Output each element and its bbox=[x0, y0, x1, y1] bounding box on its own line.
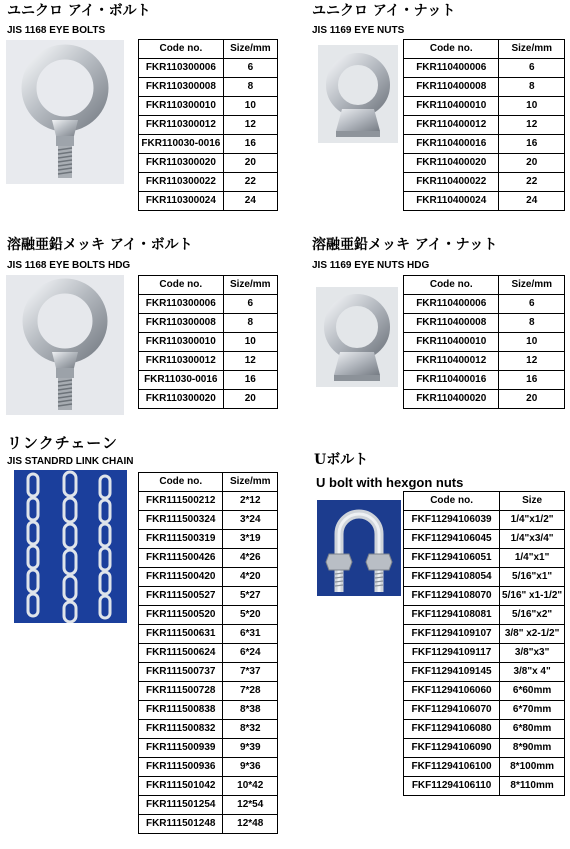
size-cell: 5/16"x1" bbox=[500, 568, 565, 587]
table-row bbox=[139, 739, 278, 758]
u-bolt-title-en: U bolt with hexgon nuts bbox=[316, 475, 464, 490]
table-header-row bbox=[139, 40, 278, 59]
table-row bbox=[139, 549, 278, 568]
code-cell: FKR111500420 bbox=[139, 568, 223, 587]
code-cell: FKR110300020 bbox=[139, 154, 224, 173]
code-cell: FKF11294109107 bbox=[404, 625, 500, 644]
code-cell: FKR110400024 bbox=[404, 192, 499, 211]
code-cell: FKR111500426 bbox=[139, 549, 223, 568]
table-row bbox=[404, 371, 565, 390]
size-cell: 16 bbox=[223, 135, 277, 154]
table-row bbox=[404, 97, 565, 116]
table-row bbox=[404, 720, 565, 739]
code-cell: FKR110400012 bbox=[404, 116, 499, 135]
size-cell: 10*42 bbox=[223, 777, 278, 796]
eye-nut-photo bbox=[318, 45, 398, 143]
eye-bolts-hdg-title-jp: 溶融亜鉛メッキ アイ・ボルト bbox=[7, 237, 193, 253]
column-header: Code no. bbox=[139, 473, 223, 492]
table-row bbox=[404, 154, 565, 173]
table-header-row bbox=[139, 276, 278, 295]
size-cell: 20 bbox=[499, 390, 565, 409]
code-cell: FKR110400016 bbox=[404, 371, 499, 390]
size-cell: 6*31 bbox=[223, 625, 278, 644]
size-cell: 10 bbox=[223, 333, 277, 352]
table-row bbox=[404, 758, 565, 777]
u-bolt-photo bbox=[317, 500, 401, 596]
eye-bolts-title-en: JIS 1168 EYE BOLTS bbox=[7, 25, 106, 36]
table-row bbox=[404, 625, 565, 644]
code-cell: FKR110400012 bbox=[404, 352, 499, 371]
size-cell: 6 bbox=[499, 295, 565, 314]
code-cell: FKR111500838 bbox=[139, 701, 223, 720]
column-header: Code no. bbox=[139, 40, 224, 59]
code-cell: FKF11294109117 bbox=[404, 644, 500, 663]
code-cell: FKF11294106039 bbox=[404, 511, 500, 530]
code-cell: FKR11030-0016 bbox=[139, 371, 224, 390]
code-cell: FKF11294108054 bbox=[404, 568, 500, 587]
table-row bbox=[404, 135, 565, 154]
code-cell: FKR111501248 bbox=[139, 815, 223, 834]
eye-nuts-hdg-table bbox=[403, 275, 565, 409]
size-cell: 8 bbox=[223, 78, 277, 97]
column-header: Size/mm bbox=[223, 40, 277, 59]
size-cell: 20 bbox=[499, 154, 565, 173]
code-cell: FKR110300006 bbox=[139, 59, 224, 78]
size-cell: 1/4"x3/4" bbox=[500, 530, 565, 549]
table-row bbox=[139, 682, 278, 701]
table-row bbox=[139, 59, 278, 78]
code-cell: FKR110400020 bbox=[404, 390, 499, 409]
size-cell: 12*54 bbox=[223, 796, 278, 815]
table-row bbox=[404, 663, 565, 682]
table-row bbox=[404, 739, 565, 758]
table-row bbox=[404, 682, 565, 701]
table-header-row bbox=[404, 40, 565, 59]
size-cell: 6 bbox=[223, 59, 277, 78]
code-cell: FKR110400010 bbox=[404, 97, 499, 116]
code-cell: FKR110300006 bbox=[139, 295, 224, 314]
table-row bbox=[139, 530, 278, 549]
column-header: Code no. bbox=[404, 40, 499, 59]
size-cell: 5/16"x2" bbox=[500, 606, 565, 625]
eye-bolt-photo bbox=[6, 40, 124, 184]
table-row bbox=[139, 625, 278, 644]
size-cell: 9*36 bbox=[223, 758, 278, 777]
code-cell: FKR111500631 bbox=[139, 625, 223, 644]
code-cell: FKR111500324 bbox=[139, 511, 223, 530]
table-row bbox=[404, 606, 565, 625]
code-cell: FKR110400016 bbox=[404, 135, 499, 154]
size-cell: 8 bbox=[499, 78, 565, 97]
table-row bbox=[139, 116, 278, 135]
size-cell: 12 bbox=[499, 116, 565, 135]
column-header: Size/mm bbox=[499, 40, 565, 59]
table-row bbox=[139, 758, 278, 777]
size-cell: 8*32 bbox=[223, 720, 278, 739]
code-cell: FKR110300008 bbox=[139, 78, 224, 97]
size-cell: 12 bbox=[223, 352, 277, 371]
code-cell: FKR111501042 bbox=[139, 777, 223, 796]
size-cell: 8*90mm bbox=[500, 739, 565, 758]
table-row bbox=[139, 720, 278, 739]
code-cell: FKR110400008 bbox=[404, 78, 499, 97]
table-row bbox=[139, 606, 278, 625]
code-cell: FKR110300020 bbox=[139, 390, 224, 409]
eye-nuts-title-jp: ユニクロ アイ・ナット bbox=[312, 3, 456, 19]
column-header: Size/mm bbox=[223, 473, 278, 492]
code-cell: FKF11294106090 bbox=[404, 739, 500, 758]
eye-nuts-table bbox=[403, 39, 565, 211]
code-cell: FKR110300012 bbox=[139, 116, 224, 135]
eye-bolts-hdg-title-en: JIS 1168 EYE BOLTS HDG bbox=[7, 260, 131, 271]
table-row bbox=[404, 390, 565, 409]
code-cell: FKF11294109145 bbox=[404, 663, 500, 682]
code-cell: FKR110400006 bbox=[404, 295, 499, 314]
code-cell: FKR111500939 bbox=[139, 739, 223, 758]
code-cell: FKR110300022 bbox=[139, 173, 224, 192]
size-cell: 6 bbox=[223, 295, 277, 314]
table-row bbox=[404, 549, 565, 568]
column-header: Code no. bbox=[139, 276, 224, 295]
code-cell: FKR111500212 bbox=[139, 492, 223, 511]
code-cell: FKR111500936 bbox=[139, 758, 223, 777]
size-cell: 5*20 bbox=[223, 606, 278, 625]
code-cell: FKR110400008 bbox=[404, 314, 499, 333]
code-cell: FKR111500832 bbox=[139, 720, 223, 739]
code-cell: FKR110300008 bbox=[139, 314, 224, 333]
code-cell: FKR110300012 bbox=[139, 352, 224, 371]
table-row bbox=[404, 116, 565, 135]
size-cell: 4*20 bbox=[223, 568, 278, 587]
code-cell: FKR110300010 bbox=[139, 333, 224, 352]
code-cell: FKF11294106070 bbox=[404, 701, 500, 720]
code-cell: FKR111500737 bbox=[139, 663, 223, 682]
table-row bbox=[139, 78, 278, 97]
table-row bbox=[404, 59, 565, 78]
size-cell: 8 bbox=[499, 314, 565, 333]
table-row bbox=[139, 352, 278, 371]
table-row bbox=[139, 492, 278, 511]
code-cell: FKR110400006 bbox=[404, 59, 499, 78]
code-cell: FKF11294106060 bbox=[404, 682, 500, 701]
size-cell: 10 bbox=[223, 97, 277, 116]
table-row bbox=[404, 295, 565, 314]
code-cell: FKR111501254 bbox=[139, 796, 223, 815]
table-row bbox=[139, 511, 278, 530]
size-cell: 8 bbox=[223, 314, 277, 333]
table-row bbox=[139, 587, 278, 606]
code-cell: FKR111500728 bbox=[139, 682, 223, 701]
eye-bolt-hdg-photo bbox=[6, 275, 124, 415]
column-header: Size bbox=[500, 492, 565, 511]
size-cell: 3/8"x3" bbox=[500, 644, 565, 663]
link-chain-title-jp: リンクチェーン bbox=[7, 434, 118, 452]
column-header: Code no. bbox=[404, 492, 500, 511]
code-cell: FKF11294108070 bbox=[404, 587, 500, 606]
table-row bbox=[139, 135, 278, 154]
table-row bbox=[139, 777, 278, 796]
code-cell: FKF11294108081 bbox=[404, 606, 500, 625]
table-row bbox=[404, 78, 565, 97]
size-cell: 20 bbox=[223, 154, 277, 173]
table-row bbox=[139, 796, 278, 815]
size-cell: 6*60mm bbox=[500, 682, 565, 701]
link-chain-title-en: JIS STANDRD LINK CHAIN bbox=[7, 456, 134, 467]
size-cell: 22 bbox=[499, 173, 565, 192]
table-row bbox=[404, 333, 565, 352]
size-cell: 5/16" x1-1/2" bbox=[500, 587, 565, 606]
table-row bbox=[404, 568, 565, 587]
u-bolt-table bbox=[403, 491, 565, 796]
size-cell: 3*24 bbox=[223, 511, 278, 530]
size-cell: 3*19 bbox=[223, 530, 278, 549]
table-row bbox=[139, 390, 278, 409]
size-cell: 9*39 bbox=[223, 739, 278, 758]
code-cell: FKR111500319 bbox=[139, 530, 223, 549]
eye-bolts-hdg-table bbox=[138, 275, 278, 409]
size-cell: 8*110mm bbox=[500, 777, 565, 796]
table-row bbox=[404, 173, 565, 192]
table-header-row bbox=[139, 473, 278, 492]
code-cell: FKF11294106051 bbox=[404, 549, 500, 568]
size-cell: 16 bbox=[223, 371, 277, 390]
table-row bbox=[404, 701, 565, 720]
table-row bbox=[139, 701, 278, 720]
code-cell: FKR110400010 bbox=[404, 333, 499, 352]
code-cell: FKR110030-0016 bbox=[139, 135, 224, 154]
size-cell: 7*28 bbox=[223, 682, 278, 701]
size-cell: 4*26 bbox=[223, 549, 278, 568]
table-row bbox=[139, 371, 278, 390]
table-header-row bbox=[404, 276, 565, 295]
table-header-row bbox=[404, 492, 565, 511]
size-cell: 16 bbox=[499, 135, 565, 154]
table-row bbox=[404, 777, 565, 796]
size-cell: 6 bbox=[499, 59, 565, 78]
size-cell: 12 bbox=[223, 116, 277, 135]
size-cell: 12*48 bbox=[223, 815, 278, 834]
code-cell: FKR110400020 bbox=[404, 154, 499, 173]
table-row bbox=[404, 352, 565, 371]
table-row bbox=[404, 530, 565, 549]
size-cell: 5*27 bbox=[223, 587, 278, 606]
code-cell: FKR110400022 bbox=[404, 173, 499, 192]
column-header: Size/mm bbox=[499, 276, 565, 295]
table-row bbox=[139, 295, 278, 314]
table-row bbox=[139, 192, 278, 211]
eye-bolts-table bbox=[138, 39, 278, 211]
size-cell: 12 bbox=[499, 352, 565, 371]
size-cell: 2*12 bbox=[223, 492, 278, 511]
table-row bbox=[404, 192, 565, 211]
code-cell: FKF11294106045 bbox=[404, 530, 500, 549]
size-cell: 3/8" x2-1/2" bbox=[500, 625, 565, 644]
size-cell: 6*70mm bbox=[500, 701, 565, 720]
eye-nuts-hdg-title-en: JIS 1169 EYE NUTS HDG bbox=[312, 260, 430, 271]
size-cell: 16 bbox=[499, 371, 565, 390]
column-header: Size/mm bbox=[223, 276, 277, 295]
size-cell: 10 bbox=[499, 97, 565, 116]
code-cell: FKR111500520 bbox=[139, 606, 223, 625]
table-row bbox=[139, 314, 278, 333]
table-row bbox=[139, 97, 278, 116]
column-header: Code no. bbox=[404, 276, 499, 295]
table-row bbox=[139, 154, 278, 173]
table-row bbox=[404, 644, 565, 663]
size-cell: 1/4"x1" bbox=[500, 549, 565, 568]
size-cell: 8*100mm bbox=[500, 758, 565, 777]
table-row bbox=[139, 173, 278, 192]
size-cell: 24 bbox=[223, 192, 277, 211]
eye-nuts-hdg-title-jp: 溶融亜鉛メッキ アイ・ナット bbox=[312, 237, 498, 253]
eye-nut-hdg-photo bbox=[316, 287, 398, 387]
eye-nuts-title-en: JIS 1169 EYE NUTS bbox=[312, 25, 405, 36]
size-cell: 6*24 bbox=[223, 644, 278, 663]
code-cell: FKR110300024 bbox=[139, 192, 224, 211]
code-cell: FKF11294106100 bbox=[404, 758, 500, 777]
eye-bolts-title-jp: ユニクロ アイ・ボルト bbox=[7, 3, 151, 19]
code-cell: FKR111500624 bbox=[139, 644, 223, 663]
table-row bbox=[404, 314, 565, 333]
size-cell: 22 bbox=[223, 173, 277, 192]
link-chain-table bbox=[138, 472, 278, 834]
size-cell: 7*37 bbox=[223, 663, 278, 682]
code-cell: FKF11294106110 bbox=[404, 777, 500, 796]
size-cell: 3/8"x 4" bbox=[500, 663, 565, 682]
size-cell: 8*38 bbox=[223, 701, 278, 720]
size-cell: 20 bbox=[223, 390, 277, 409]
size-cell: 1/4"x1/2" bbox=[500, 511, 565, 530]
size-cell: 6*80mm bbox=[500, 720, 565, 739]
table-row bbox=[139, 815, 278, 834]
table-row bbox=[139, 644, 278, 663]
size-cell: 24 bbox=[499, 192, 565, 211]
table-row bbox=[404, 587, 565, 606]
code-cell: FKR111500527 bbox=[139, 587, 223, 606]
size-cell: 10 bbox=[499, 333, 565, 352]
code-cell: FKF11294106080 bbox=[404, 720, 500, 739]
table-row bbox=[404, 511, 565, 530]
u-bolt-title-jp: Uボルト bbox=[314, 452, 369, 468]
table-row bbox=[139, 568, 278, 587]
code-cell: FKR110300010 bbox=[139, 97, 224, 116]
table-row bbox=[139, 333, 278, 352]
table-row bbox=[139, 663, 278, 682]
link-chain-photo bbox=[14, 470, 127, 623]
